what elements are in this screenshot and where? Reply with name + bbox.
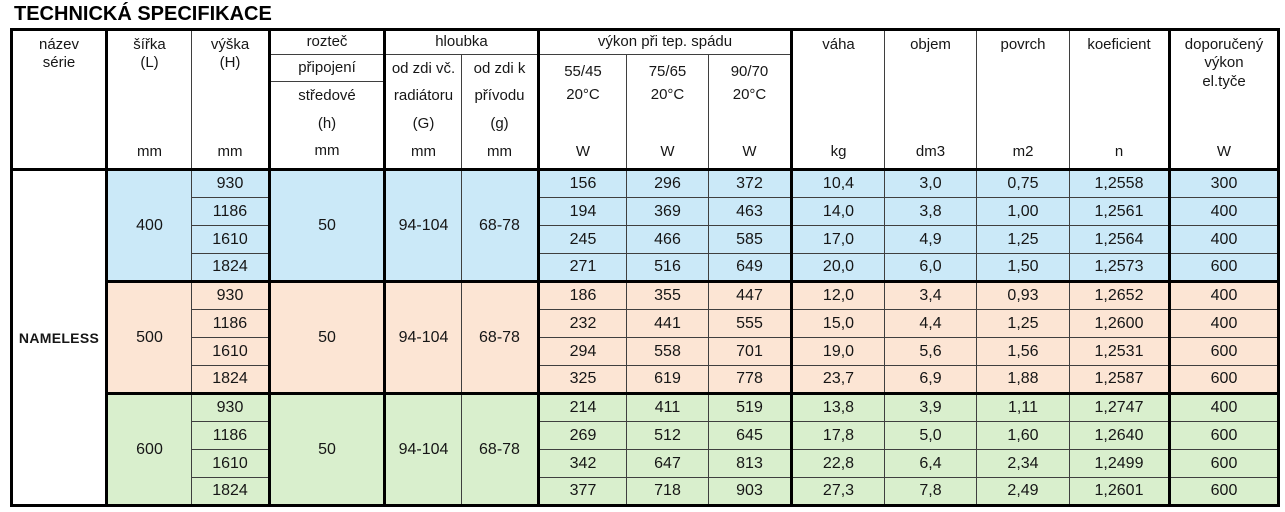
vaha-label: váha: [822, 35, 855, 53]
roztec-unit: mm: [314, 142, 340, 160]
cell-w7565: 512: [627, 422, 709, 450]
cell-roztec: 50: [270, 394, 385, 506]
cell-vaha: 17,0: [792, 226, 885, 254]
cell-w9070: 372: [709, 170, 792, 198]
cell-objem: 7,8: [885, 478, 977, 506]
hloubka-g-l1: od zdi k: [473, 59, 526, 77]
cell-povrch: 0,75: [977, 170, 1070, 198]
cell-objem: 3,9: [885, 394, 977, 422]
col-header-nazev-serie: [12, 30, 107, 170]
cell-w9070: 555: [709, 310, 792, 338]
cell-w7565: 411: [627, 394, 709, 422]
cell-koef: 1,2531: [1070, 338, 1170, 366]
page-title: TECHNICKÁ SPECIFIKACE: [14, 3, 272, 25]
cell-dop: 600: [1170, 450, 1279, 478]
cell-koef: 1,2640: [1070, 422, 1170, 450]
cell-povrch: 2,34: [977, 450, 1070, 478]
table-row: [12, 198, 1279, 226]
doporuceny-l3: el.tyče: [1202, 73, 1246, 90]
vyska-symbol: (H): [219, 54, 241, 72]
col-header-hloubka: hloubka: [385, 30, 539, 55]
cell-objem: 3,4: [885, 282, 977, 310]
nazev-label: název: [38, 35, 80, 53]
hloubka-g-symbol: (g): [490, 115, 509, 132]
cell-objem: 6,9: [885, 366, 977, 394]
hloubka-G-symbol: (G): [412, 115, 435, 132]
cell-vyska: 1610: [192, 226, 270, 254]
table-row: [12, 170, 1279, 198]
cell-koef: 1,2573: [1070, 254, 1170, 282]
cell-dop: 400: [1170, 310, 1279, 338]
cell-koef: 1,2564: [1070, 226, 1170, 254]
table-row: [12, 450, 1279, 478]
cell-objem: 5,6: [885, 338, 977, 366]
cell-hloubka-G: 94-104: [385, 282, 462, 394]
cell-hloubka-g: 68-78: [462, 394, 539, 506]
cell-w5545: 377: [539, 478, 627, 506]
col-header-doporuceny: [1170, 30, 1279, 170]
cell-w7565: 369: [627, 198, 709, 226]
cell-w9070: 778: [709, 366, 792, 394]
doporuceny-l2: výkon: [1204, 54, 1244, 72]
cell-objem: 4,4: [885, 310, 977, 338]
table-row: [12, 478, 1279, 506]
doporuceny-l1: doporučený: [1184, 35, 1264, 53]
cell-w5545: 214: [539, 394, 627, 422]
cell-vyska: 1186: [192, 198, 270, 226]
cell-w9070: 649: [709, 254, 792, 282]
cell-w7565: 355: [627, 282, 709, 310]
cell-vaha: 13,8: [792, 394, 885, 422]
cell-vaha: 14,0: [792, 198, 885, 226]
objem-label: objem: [910, 35, 951, 53]
cell-vaha: 17,8: [792, 422, 885, 450]
sirka-unit: mm: [137, 142, 162, 160]
cell-dop: 300: [1170, 170, 1279, 198]
cell-hloubka-G: 94-104: [385, 170, 462, 282]
stredove-label: středové: [298, 87, 356, 104]
table-row: [12, 394, 1279, 422]
cell-w7565: 647: [627, 450, 709, 478]
vykon-5545-temp: 20°C: [566, 85, 600, 103]
spec-table: [10, 28, 1280, 507]
vykon-7565-unit: W: [660, 142, 675, 160]
table-row: [12, 282, 1279, 310]
col-header-roztec: rozteč: [270, 30, 385, 55]
table-body: [12, 170, 1279, 506]
sirka-label: šířka: [133, 35, 166, 53]
cell-w7565: 441: [627, 310, 709, 338]
cell-hloubka-G: 94-104: [385, 394, 462, 506]
cell-w5545: 232: [539, 310, 627, 338]
col-header-vykon-7565: [627, 55, 709, 170]
cell-koef: 1,2747: [1070, 394, 1170, 422]
cell-koef: 1,2499: [1070, 450, 1170, 478]
table-row: [12, 338, 1279, 366]
cell-vaha: 10,4: [792, 170, 885, 198]
koeficient-unit: n: [1114, 142, 1124, 160]
cell-vaha: 27,3: [792, 478, 885, 506]
cell-w7565: 466: [627, 226, 709, 254]
cell-dop: 600: [1170, 254, 1279, 282]
page: [0, 3, 1285, 512]
cell-vaha: 19,0: [792, 338, 885, 366]
cell-vyska: 930: [192, 394, 270, 422]
col-header-vykon-9070: [709, 55, 792, 170]
hloubka-G-l2: radiátoru: [393, 87, 454, 105]
table-row: [12, 254, 1279, 282]
koeficient-label: koeficient: [1087, 35, 1151, 53]
cell-vaha: 15,0: [792, 310, 885, 338]
col-header-objem: [885, 30, 977, 170]
cell-koef: 1,2601: [1070, 478, 1170, 506]
table-row: [12, 366, 1279, 394]
cell-koef: 1,2558: [1070, 170, 1170, 198]
cell-koef: 1,2587: [1070, 366, 1170, 394]
cell-hloubka-g: 68-78: [462, 282, 539, 394]
doporuceny-unit: W: [1216, 142, 1232, 160]
vykon-5545-unit: W: [575, 142, 591, 160]
cell-sirka: 500: [107, 282, 192, 394]
cell-povrch: 1,60: [977, 422, 1070, 450]
cell-povrch: 0,93: [977, 282, 1070, 310]
vyska-label: výška: [210, 35, 250, 53]
cell-w9070: 447: [709, 282, 792, 310]
col-header-vaha: [792, 30, 885, 170]
cell-objem: 4,9: [885, 226, 977, 254]
cell-vaha: 12,0: [792, 282, 885, 310]
col-header-hloubka-G: [385, 55, 462, 170]
cell-povrch: 1,11: [977, 394, 1070, 422]
roztec-symbol: (h): [317, 114, 337, 132]
col-header-vyska: [192, 30, 270, 170]
cell-vyska: 1186: [192, 422, 270, 450]
cell-hloubka-g: 68-78: [462, 170, 539, 282]
povrch-unit: m2: [1012, 142, 1034, 160]
cell-dop: 600: [1170, 422, 1279, 450]
cell-objem: 6,0: [885, 254, 977, 282]
cell-vyska: 1824: [192, 366, 270, 394]
hloubka-g-unit: mm: [487, 142, 512, 160]
cell-vyska: 930: [192, 282, 270, 310]
table-row: [12, 310, 1279, 338]
col-header-stredove: [270, 82, 385, 170]
cell-vyska: 1824: [192, 254, 270, 282]
cell-vyska: 1610: [192, 450, 270, 478]
cell-povrch: 1,56: [977, 338, 1070, 366]
cell-w7565: 516: [627, 254, 709, 282]
vykon-7565-temp: 20°C: [650, 85, 685, 103]
cell-w9070: 463: [709, 198, 792, 226]
hloubka-g-l2: přívodu: [474, 87, 525, 105]
table-row: [12, 226, 1279, 254]
col-header-sirka: [107, 30, 192, 170]
cell-w7565: 558: [627, 338, 709, 366]
cell-dop: 400: [1170, 282, 1279, 310]
hloubka-G-l1: od zdi vč.: [391, 59, 456, 77]
cell-vaha: 22,8: [792, 450, 885, 478]
cell-w7565: 296: [627, 170, 709, 198]
cell-dop: 600: [1170, 366, 1279, 394]
cell-objem: 6,4: [885, 450, 977, 478]
cell-w5545: 156: [539, 170, 627, 198]
cell-sirka: 600: [107, 394, 192, 506]
vykon-9070-temp: 20°C: [732, 85, 767, 103]
vykon-5545-label: 55/45: [564, 62, 602, 80]
cell-w9070: 519: [709, 394, 792, 422]
cell-w9070: 903: [709, 478, 792, 506]
vykon-7565-label: 75/65: [648, 62, 687, 80]
cell-dop: 400: [1170, 198, 1279, 226]
cell-vyska: 1186: [192, 310, 270, 338]
col-header-vykon: výkon při tep. spádu: [539, 30, 792, 55]
col-header-pripojeni: připojení: [270, 55, 385, 82]
cell-vaha: 23,7: [792, 366, 885, 394]
table-header: [12, 30, 1279, 170]
povrch-label: povrch: [1000, 35, 1046, 53]
cell-dop: 600: [1170, 338, 1279, 366]
cell-w5545: 342: [539, 450, 627, 478]
cell-objem: 3,8: [885, 198, 977, 226]
cell-w5545: 271: [539, 254, 627, 282]
cell-objem: 3,0: [885, 170, 977, 198]
col-header-vykon-5545: [539, 55, 627, 170]
cell-dop: 400: [1170, 226, 1279, 254]
cell-vyska: 930: [192, 170, 270, 198]
cell-povrch: 1,00: [977, 198, 1070, 226]
sirka-symbol: (L): [140, 54, 159, 72]
hloubka-G-unit: mm: [411, 142, 436, 160]
cell-vaha: 20,0: [792, 254, 885, 282]
col-header-hloubka-g: [462, 55, 539, 170]
cell-povrch: 1,25: [977, 226, 1070, 254]
cell-roztec: 50: [270, 170, 385, 282]
cell-koef: 1,2600: [1070, 310, 1170, 338]
cell-sirka: 400: [107, 170, 192, 282]
cell-vyska: 1610: [192, 338, 270, 366]
vykon-9070-unit: W: [742, 142, 757, 160]
cell-vyska: 1824: [192, 478, 270, 506]
cell-povrch: 2,49: [977, 478, 1070, 506]
cell-w9070: 813: [709, 450, 792, 478]
cell-dop: 400: [1170, 394, 1279, 422]
cell-koef: 1,2561: [1070, 198, 1170, 226]
cell-w7565: 619: [627, 366, 709, 394]
cell-w5545: 325: [539, 366, 627, 394]
cell-w9070: 701: [709, 338, 792, 366]
cell-w9070: 585: [709, 226, 792, 254]
vaha-unit: kg: [830, 142, 847, 160]
cell-w5545: 186: [539, 282, 627, 310]
col-header-koeficient: [1070, 30, 1170, 170]
cell-roztec: 50: [270, 282, 385, 394]
cell-povrch: 1,25: [977, 310, 1070, 338]
cell-povrch: 1,88: [977, 366, 1070, 394]
cell-objem: 5,0: [885, 422, 977, 450]
cell-w9070: 645: [709, 422, 792, 450]
cell-koef: 1,2652: [1070, 282, 1170, 310]
vyska-unit: mm: [217, 142, 243, 160]
table-row: [12, 422, 1279, 450]
col-header-povrch: [977, 30, 1070, 170]
vykon-9070-label: 90/70: [730, 62, 769, 80]
cell-dop: 600: [1170, 478, 1279, 506]
objem-unit: dm3: [915, 142, 946, 160]
serie-label: série: [42, 54, 76, 72]
cell-w5545: 245: [539, 226, 627, 254]
cell-povrch: 1,50: [977, 254, 1070, 282]
series-name-cell: NAMELESS: [12, 170, 107, 506]
cell-w5545: 194: [539, 198, 627, 226]
cell-w7565: 718: [627, 478, 709, 506]
cell-w5545: 294: [539, 338, 627, 366]
cell-w5545: 269: [539, 422, 627, 450]
